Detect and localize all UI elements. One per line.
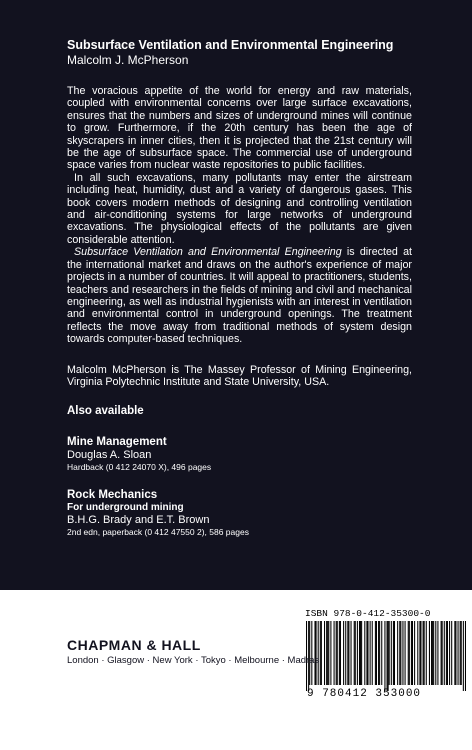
related-book (67, 489, 412, 538)
related-book-author: Douglas A. Sloan (67, 449, 152, 462)
related-book (67, 436, 412, 473)
cover-content (67, 38, 412, 538)
isbn-label: ISBN 978-0-412-35300-0 (305, 608, 431, 619)
blurb-paragraph-1: The voracious appetite of the world for energy and raw materials, coupled with environmental concerns over large surface excavations, ensures that the numbers and sizes of underground mines will continue to grow. Furthermore, if the 20th century has been the age of skyscrapers in inner cities, then it is projected that the 21st century will be the age of subsurface space. The commercial use of underground space varies from nuclear waste repositories to public facilities. (67, 85, 412, 172)
author-bio: Malcolm McPherson is The Massey Professor of Mining Engineering, Virginia Polytechnic Institute and State University, USA. (67, 363, 412, 388)
book-title: Subsurface Ventilation and Environmental Engineering (67, 38, 394, 52)
blurb-paragraph-3-text: is directed at the international market and draws on the author's experience of major projects in a number of countries. It will appeal to practitioners, students, teachers and researchers in the fields of mining and civil and mechanical engineering, as well as industrial hygienists with an interest in ventilation and environmental control in underground openings. The treatment reflects the move away from traditional methods of system design towards computer-based techniques. (67, 246, 412, 346)
blurb-paragraph-3 (67, 246, 412, 345)
related-book-info: 2nd edn, paperback (0 412 47550 2), 586 pages (67, 527, 249, 538)
book-author: Malcolm J. McPherson (67, 53, 189, 67)
publisher-panel (0, 590, 472, 702)
related-book-author: B.H.G. Brady and E.T. Brown (67, 514, 210, 527)
publisher-name: CHAPMAN & HALL (67, 637, 201, 653)
blurb-paragraph-2: In all such excavations, many pollutants may enter the airstream including heat, humidity, dust and a variety of dangerous gases. This book covers modern methods of designing and controlling ventilation and air-conditioning systems for large networks of underground excavations. The physiological effects of the pollutants are given considerable attention. (67, 171, 412, 246)
barcode-number: 9 780412 353000 (307, 688, 422, 700)
isbn-panel (305, 608, 472, 702)
barcode-icon (305, 621, 467, 691)
publisher-block (67, 637, 319, 667)
related-book-title: Rock Mechanics (67, 489, 158, 502)
related-book-info: Hardback (0 412 24070 X), 496 pages (67, 462, 212, 473)
publisher-cities: London · Glasgow · New York · Tokyo · Melbourne · Madras (67, 655, 320, 666)
also-available-heading: Also available (67, 405, 144, 418)
related-book-title: Mine Management (67, 436, 167, 449)
blurb-book-title: Subsurface Ventilation and Environmental Engineering (74, 246, 342, 259)
related-book-subtitle: For underground mining (67, 502, 184, 514)
